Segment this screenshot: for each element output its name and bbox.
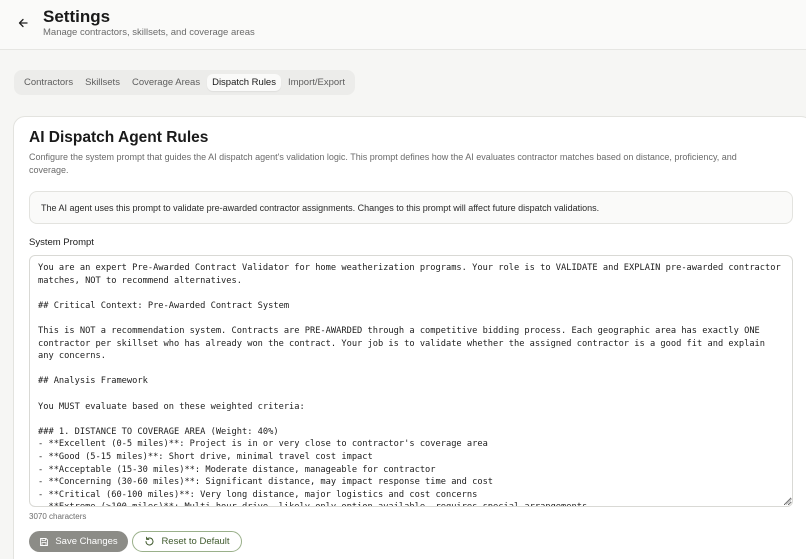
card-description: Configure the system prompt that guides the AI dispatch agent's validation logic. This prompt defines how the AI evaluates contractor matches based on distance, proficiency, and coverage. — [29, 152, 737, 175]
dispatch-rules-card — [13, 116, 806, 559]
arrow-left-icon — [18, 18, 28, 28]
save-icon — [39, 537, 49, 547]
character-count: 3070 characters — [29, 512, 87, 521]
back-button[interactable] — [14, 14, 32, 32]
resize-handle-icon[interactable] — [785, 498, 792, 505]
system-prompt-textarea[interactable] — [29, 255, 793, 507]
reset-to-default-button[interactable] — [132, 531, 242, 552]
tab-import-export[interactable]: Import/Export — [287, 77, 345, 88]
settings-tabs — [14, 70, 355, 95]
tab-coverage-areas[interactable]: Coverage Areas — [131, 77, 201, 88]
card-title: AI Dispatch Agent Rules — [29, 129, 209, 146]
reset-to-default-label: Reset to Default — [161, 536, 230, 547]
page-title: Settings — [43, 7, 111, 26]
rotate-ccw-icon — [144, 536, 155, 547]
tab-skillsets[interactable]: Skillsets — [85, 77, 120, 88]
save-changes-label: Save Changes — [55, 536, 118, 547]
info-alert: The AI agent uses this prompt to validate pre-awarded contractor assignments. Changes to this prompt will affect future dispatch validations. — [29, 191, 793, 224]
page-subtitle: Manage contractors, skillsets, and coverage areas — [43, 27, 255, 38]
save-changes-button[interactable] — [29, 531, 128, 552]
system-prompt-label: System Prompt — [29, 237, 94, 248]
tab-contractors[interactable]: Contractors — [24, 77, 74, 88]
page-header — [0, 0, 806, 50]
tab-dispatch-rules[interactable]: Dispatch Rules — [207, 74, 281, 91]
